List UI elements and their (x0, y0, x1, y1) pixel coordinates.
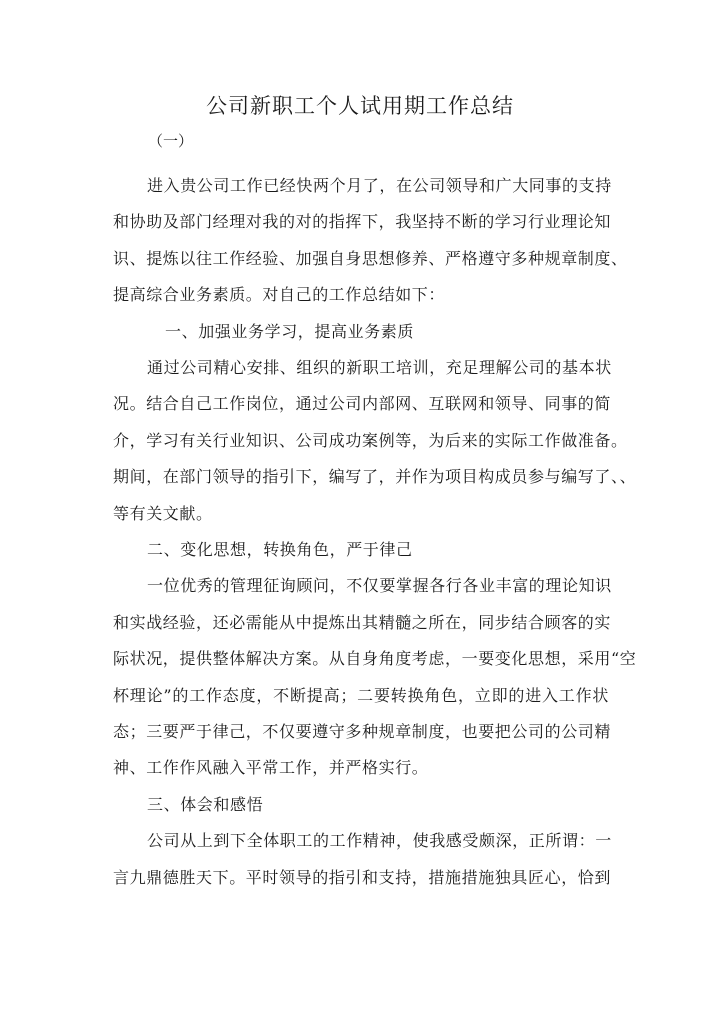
paragraph-line: 一位优秀的管理征询顾问，不仅要掌握各行各业丰富的理论知识 (147, 576, 612, 596)
document-title: 公司新职工个人试用期工作总结 (206, 94, 514, 118)
paragraph-line: 介，学习有关行业知识、公司成功案例等，为后来的实际工作做准备。 (113, 430, 628, 450)
paragraph-line: 公司从上到下全体职工的工作精神，使我感受颇深，正所谓：一 (147, 831, 612, 851)
document-subtitle: （一） (148, 132, 194, 150)
paragraph-line: 神、工作作风融入平常工作，并严格实行。 (113, 758, 429, 778)
paragraph-line: 提高综合业务素质。对自己的工作总结如下： (113, 285, 446, 305)
paragraph-line: 际状况，提供整体解决方案。从自身角度考虑，一要变化思想，采用“空 (113, 649, 637, 669)
paragraph-line: 等有关文献。 (113, 503, 213, 523)
paragraph-line: 和实战经验，还必需能从中提炼出其精髓之所在，同步结合顾客的实 (113, 612, 612, 632)
paragraph-line: 杯理论”的工作态度，不断提高；二要转换角色，立即的进入工作状 (113, 685, 609, 705)
paragraph-line: 态；三要严于律己，不仅要遵守多种规章制度，也要把公司的公司精 (113, 722, 612, 741)
paragraph-line: 和协助及部门经理对我的对的指挥下，我坚持不断的学习行业理论知 (113, 212, 612, 232)
paragraph-line: 进入贵公司工作已经快两个月了，在公司领导和广大同事的支持 (147, 176, 612, 195)
section-heading: 一、加强业务学习，提高业务素质 (165, 321, 415, 341)
paragraph-line: 言九鼎德胜天下。平时领导的指引和支持，措施措施独具匠心，恰到 (113, 867, 612, 887)
section-heading: 三、体会和感悟 (147, 794, 264, 814)
paragraph-line: 况。结合自己工作岗位，通过公司内部网、互联网和领导、同事的简 (113, 394, 612, 414)
section-heading: 二、变化思想，转换角色，严于律己 (147, 540, 413, 559)
paragraph-line: 识、提炼以往工作经验、加强自身思想修养、严格遵守多种规章制度、 (113, 248, 628, 268)
paragraph-line: 通过公司精心安排、组织的新职工培训，充足理解公司的基本状 (147, 358, 612, 377)
paragraph-line: 期间，在部门领导的指引下，编写了，并作为项目构成员参与编写了、、 (113, 467, 637, 487)
